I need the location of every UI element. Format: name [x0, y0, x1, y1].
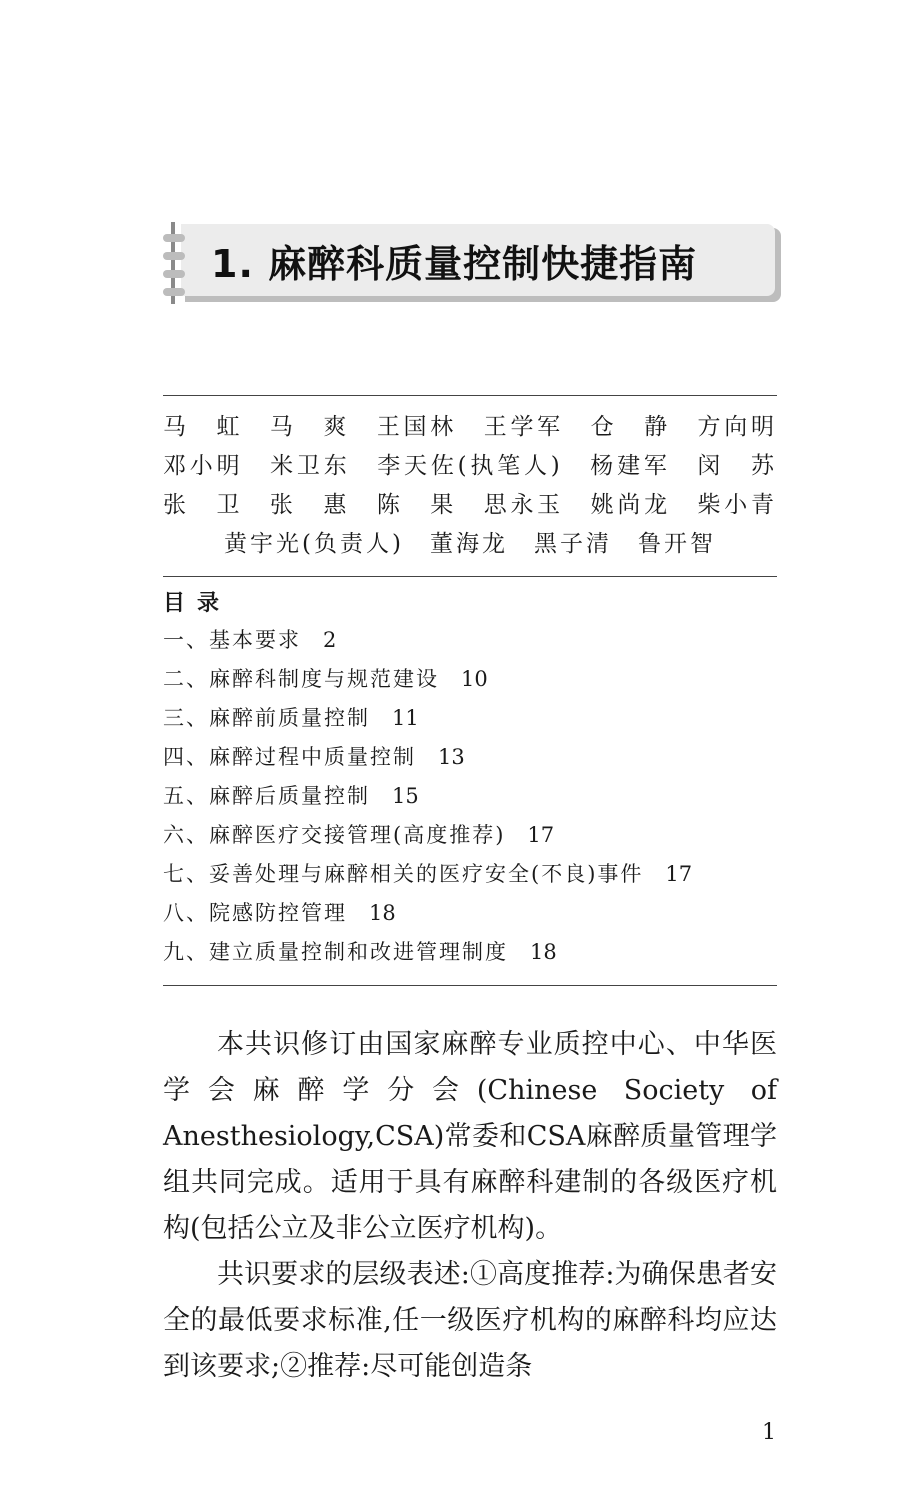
toc-item[interactable]: [163, 777, 777, 816]
author-line: 黄宇光(负责人) 董海龙 黑子清 鲁开智: [224, 531, 716, 557]
table-of-contents: [163, 585, 777, 972]
toc-item[interactable]: [163, 855, 777, 894]
divider-middle: [163, 576, 777, 577]
body-paragraph: 本共识修订由国家麻醉专业质控中心、中华医学会麻醉学分会(Chinese Society of Anesthesiology,CSA)常委和CSA麻醉质量管理学组共同完成。适用于具有麻醉科建制的各级医疗机构(包括公立及非公立医疗机构)。: [163, 1029, 777, 1244]
toc-item[interactable]: [163, 816, 777, 855]
chapter-title: 1. 麻醉科质量控制快捷指南: [211, 241, 698, 286]
toc-heading: 目录: [163, 590, 232, 616]
toc-item-page: 15: [392, 784, 419, 808]
author-line: 邓小明 米卫东 李天佐(执笔人) 杨建军 闵 苏: [163, 453, 777, 479]
body-paragraph: 共识要求的层级表述:①高度推荐:为确保患者安全的最低要求标准,任一级医疗机构的麻醉科均应达到该要求;②推荐:尽可能创造条: [163, 1259, 777, 1382]
binder-ring: [163, 288, 185, 296]
toc-item-label: 三、麻醉前质量控制: [163, 706, 370, 730]
toc-item-page: 18: [369, 901, 396, 925]
toc-item-page: 2: [323, 628, 337, 652]
binder-ring: [163, 234, 185, 242]
toc-item-label: 六、麻醉医疗交接管理(高度推荐): [163, 823, 506, 847]
toc-item[interactable]: [163, 738, 777, 777]
toc-item[interactable]: [163, 660, 777, 699]
toc-item-label: 二、麻醉科制度与规范建设: [163, 667, 439, 691]
author-list: [163, 408, 777, 564]
body-text: [163, 1022, 777, 1390]
divider-top: [163, 395, 777, 396]
toc-item-label: 八、院感防控管理: [163, 901, 347, 925]
chapter-title-banner: [163, 222, 783, 304]
toc-item[interactable]: [163, 933, 777, 972]
toc-item[interactable]: [163, 699, 777, 738]
toc-item-page: 17: [527, 823, 555, 847]
toc-item-page: 18: [530, 940, 557, 964]
toc-item-page: 13: [438, 745, 465, 769]
toc-item[interactable]: [163, 621, 777, 660]
author-line: 张 卫 张 惠 陈 果 思永玉 姚尚龙 柴小青: [163, 492, 777, 518]
binder-ring: [163, 270, 185, 278]
toc-item-page: 11: [392, 706, 419, 730]
binder-ring: [163, 252, 185, 260]
toc-item-label: 七、妥善处理与麻醉相关的医疗安全(不良)事件: [163, 862, 644, 886]
divider-bottom: [163, 985, 777, 986]
title-banner-box: [181, 224, 775, 296]
toc-item-page: 10: [461, 667, 488, 691]
page-number: 1: [762, 1420, 776, 1445]
toc-item-label: 四、麻醉过程中质量控制: [163, 745, 416, 769]
toc-item[interactable]: [163, 894, 777, 933]
toc-item-label: 九、建立质量控制和改进管理制度: [163, 940, 508, 964]
author-line: 马 虹 马 爽 王国林 王学军 仓 静 方向明: [163, 414, 777, 440]
toc-item-page: 17: [665, 862, 693, 886]
toc-item-label: 五、麻醉后质量控制: [163, 784, 370, 808]
toc-item-label: 一、基本要求: [163, 628, 301, 652]
